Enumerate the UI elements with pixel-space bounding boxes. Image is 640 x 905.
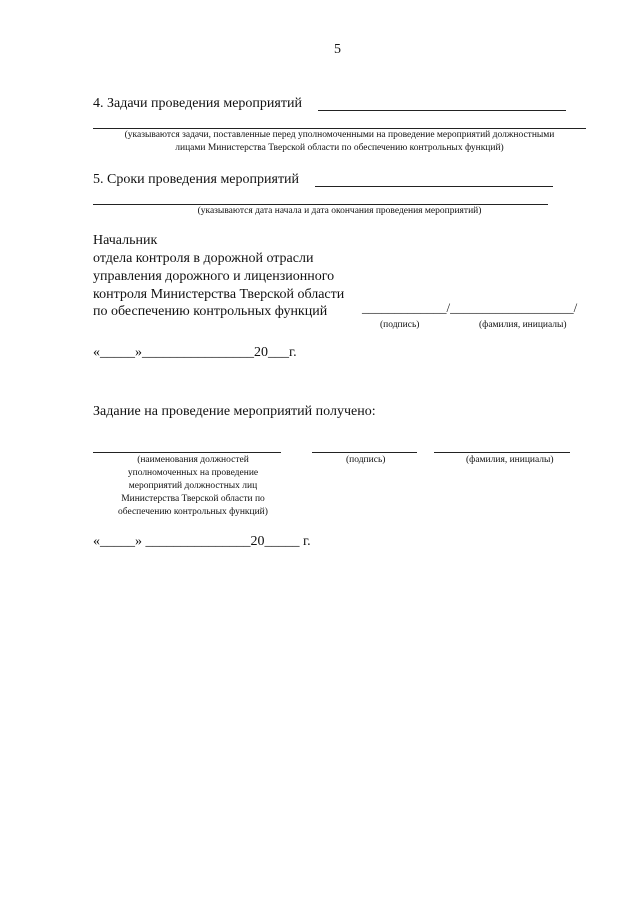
chief-title-line4: контроля Министерства Тверской области (93, 287, 345, 302)
date-line-1: «_____»________________20___г. (93, 345, 297, 360)
position-line (93, 452, 281, 453)
section-4-fill-line (318, 110, 566, 111)
page-number: 5 (334, 42, 341, 57)
chief-title-line5: по обеспечению контрольных функций (93, 304, 328, 319)
position-hint-line4: Министерства Тверской области по (121, 494, 265, 504)
received-title: Задание на проведение мероприятий получено: (93, 404, 376, 419)
section-4-hint-line2: лицами Министерства Тверской области по обеспечению контрольных функций) (175, 143, 504, 153)
section-4-label: 4. Задачи проведения мероприятий (93, 96, 302, 111)
section-4-second-line (93, 128, 586, 129)
received-signature-hint: (подпись) (346, 455, 386, 465)
section-5-label: 5. Сроки проведения мероприятий (93, 172, 300, 187)
name-line (434, 452, 570, 453)
date-line-2: «_____» _______________20_____ г. (93, 534, 311, 549)
chief-title-line1: Начальник (93, 233, 158, 248)
section-5-fill-line (315, 186, 553, 187)
position-hint-line1: (наименования должностей (137, 455, 249, 465)
chief-signature-line: _____________/___________________/ (362, 300, 578, 315)
section-4-hint-line1: (указываются задачи, поставленные перед уполномоченными на проведение мероприятий должностными (124, 130, 555, 140)
section-5-hint: (указываются дата начала и дата окончания проведения мероприятий) (197, 206, 482, 216)
position-hint-line2: уполномоченных на проведение (127, 468, 259, 478)
chief-name-hint: (фамилия, инициалы) (479, 320, 567, 330)
signature-line (312, 452, 417, 453)
received-name-hint: (фамилия, инициалы) (466, 455, 554, 465)
chief-title-line2: отдела контроля в дорожной отрасли (93, 251, 314, 266)
chief-title-line3: управления дорожного и лицензионного (93, 269, 335, 284)
position-hint-line3: мероприятий должностных лиц (128, 481, 258, 491)
position-hint-line5: обеспечению контрольных функций) (118, 507, 268, 517)
section-5-second-line (93, 204, 548, 205)
chief-signature-hint: (подпись) (380, 320, 420, 330)
